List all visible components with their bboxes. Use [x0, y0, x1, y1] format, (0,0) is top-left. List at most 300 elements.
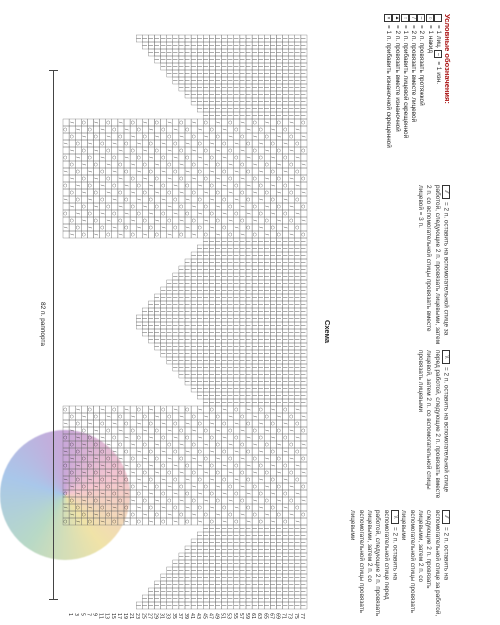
stitch-symbol: / — [233, 478, 238, 481]
stitch-symbol: ○ — [129, 120, 135, 125]
stitch-symbol: | — [275, 65, 281, 68]
stitch-symbol: ○ — [62, 183, 68, 188]
stitch-symbol: | — [196, 58, 202, 61]
stitch-symbol: | — [275, 338, 281, 341]
stitch-symbol: | — [153, 303, 159, 306]
stitch-symbol: ○ — [129, 484, 135, 489]
stitch-symbol: | — [208, 387, 214, 390]
stitch-symbol: ○ — [281, 407, 287, 412]
stitch-symbol: / — [220, 128, 226, 131]
stitch-symbol: ○ — [68, 498, 74, 503]
stitch-symbol: | — [300, 282, 306, 285]
stitch-symbol: / — [275, 471, 281, 474]
stitch-symbol: ○ — [214, 414, 220, 419]
stitch-symbol: | — [239, 58, 245, 61]
stitch-symbol: | — [275, 359, 281, 362]
stitch-symbol: | — [257, 107, 263, 110]
stitch-symbol: | — [141, 324, 147, 327]
stitch-symbol: | — [190, 324, 196, 327]
stitch-symbol: | — [251, 576, 257, 579]
stitch-symbol: ○ — [68, 414, 74, 419]
stitch-symbol: | — [245, 86, 251, 89]
stitch-symbol: | — [257, 338, 263, 341]
stitch-symbol: | — [214, 380, 220, 383]
stitch-symbol: | — [257, 359, 263, 362]
stitch-symbol: | — [300, 590, 306, 593]
stitch-symbol: | — [196, 310, 202, 313]
stitch-symbol: | — [226, 79, 232, 82]
stitch-symbol: | — [226, 387, 232, 390]
stitch-symbol: | — [257, 590, 263, 593]
slash-icon: / — [409, 14, 417, 22]
stitch-symbol: | — [263, 275, 269, 278]
stitch-symbol: ○ — [214, 498, 220, 503]
stitch-symbol: / — [98, 436, 104, 439]
stitch-symbol: ○ — [245, 141, 251, 146]
stitch-symbol: | — [263, 359, 269, 362]
stitch-symbol: / — [300, 471, 306, 474]
stitch-symbol: | — [220, 58, 226, 61]
stitch-symbol: | — [251, 296, 257, 299]
row-number: 29 — [152, 613, 158, 620]
stitch-symbol: | — [220, 534, 226, 537]
stitch-symbol: | — [233, 597, 238, 600]
stitch-symbol: | — [294, 590, 299, 593]
stitch-symbol: | — [202, 604, 208, 607]
stitch-symbol: | — [251, 604, 257, 607]
stitch-symbol: ○ — [68, 190, 74, 195]
stitch-symbol: / — [68, 485, 74, 488]
stitch-symbol: | — [251, 359, 257, 362]
stitch-symbol: | — [269, 107, 275, 110]
stitch-symbol: ○ — [129, 232, 135, 237]
stitch-symbol: | — [196, 373, 202, 376]
stitch-symbol: | — [294, 247, 299, 250]
stitch-symbol: / — [153, 443, 159, 446]
stitch-symbol: / — [86, 506, 92, 509]
stitch-symbol: | — [165, 44, 171, 47]
stitch-symbol: | — [208, 534, 214, 537]
stitch-symbol: ○ — [275, 456, 281, 461]
stitch-symbol: | — [281, 44, 287, 47]
stitch-symbol: | — [233, 261, 238, 264]
stitch-symbol: | — [245, 51, 251, 54]
stitch-symbol: / — [281, 198, 287, 201]
stitch-symbol: ○ — [245, 169, 251, 174]
stitch-symbol: | — [300, 51, 306, 54]
stitch-symbol: | — [208, 380, 214, 383]
stitch-symbol: | — [239, 555, 245, 558]
stitch-symbol: | — [202, 527, 208, 530]
stitch-symbol: | — [172, 352, 177, 355]
stitch-symbol: | — [190, 289, 196, 292]
stitch-symbol: ○ — [135, 127, 141, 132]
stitch-symbol: ○ — [202, 204, 208, 209]
stitch-symbol: | — [214, 310, 220, 313]
stitch-symbol: | — [220, 324, 226, 327]
stitch-symbol: | — [245, 373, 251, 376]
stitch-symbol: ○ — [74, 225, 80, 230]
stitch-symbol: | — [233, 114, 238, 117]
stitch-symbol: | — [202, 576, 208, 579]
stitch-symbol: ○ — [257, 155, 263, 160]
stitch-symbol: | — [275, 541, 281, 544]
stitch-symbol: / — [190, 205, 196, 208]
stitch-symbol: | — [196, 282, 202, 285]
stitch-symbol: / — [251, 191, 257, 194]
stitch-symbol: | — [251, 345, 257, 348]
stitch-symbol: | — [300, 324, 306, 327]
stitch-symbol: | — [263, 394, 269, 397]
stitch-symbol: | — [251, 562, 257, 565]
stitch-symbol: | — [294, 254, 299, 257]
stitch-symbol: | — [287, 534, 293, 537]
stitch-symbol: / — [129, 163, 135, 166]
stitch-symbol: | — [257, 44, 263, 47]
stitch-symbol: ○ — [184, 211, 190, 216]
stitch-symbol: | — [300, 44, 306, 47]
stitch-symbol: ○ — [220, 477, 226, 482]
stitch-symbol: | — [184, 296, 190, 299]
stitch-symbol: | — [135, 604, 141, 607]
stitch-symbol: | — [239, 261, 245, 264]
stitch-symbol: | — [269, 338, 275, 341]
stitch-symbol: | — [172, 296, 177, 299]
legend-item: / = 2 п. провязать вместе лицевой — [409, 14, 417, 184]
stitch-symbol: | — [165, 590, 171, 593]
stitch-symbol: | — [202, 44, 208, 47]
stitch-symbol: | — [263, 604, 269, 607]
stitch-symbol: / — [117, 457, 123, 460]
stitch-symbol: | — [226, 86, 232, 89]
stitch-symbol: ○ — [172, 421, 177, 426]
stitch-symbol: | — [208, 254, 214, 257]
stitch-symbol: | — [300, 527, 306, 530]
stitch-symbol: | — [281, 583, 287, 586]
stitch-symbol: ○ — [165, 190, 171, 195]
stitch-symbol: / — [245, 436, 251, 439]
stitch-symbol: | — [214, 44, 220, 47]
stitch-symbol: ○ — [147, 449, 153, 454]
stitch-symbol: | — [257, 93, 263, 96]
stitch-symbol: | — [159, 310, 165, 313]
stitch-symbol: / — [208, 478, 214, 481]
stitch-symbol: / — [172, 212, 177, 215]
stitch-symbol: | — [300, 240, 306, 243]
stitch-symbol: | — [190, 373, 196, 376]
stitch-symbol: | — [269, 261, 275, 264]
stitch-symbol: / — [196, 492, 202, 495]
stitch-symbol: / — [239, 233, 245, 236]
stitch-symbol: | — [184, 576, 190, 579]
stitch-symbol: | — [214, 324, 220, 327]
row-number: 43 — [195, 613, 201, 620]
stitch-symbol: ○ — [117, 442, 123, 447]
stitch-symbol: | — [184, 345, 190, 348]
stitch-symbol: | — [202, 394, 208, 397]
stitch-symbol: | — [172, 576, 177, 579]
stitch-symbol: / — [281, 226, 287, 229]
stitch-symbol: | — [220, 51, 226, 54]
stitch-symbol: | — [281, 576, 287, 579]
stitch-symbol: / — [74, 492, 80, 495]
stitch-symbol: ○ — [281, 463, 287, 468]
stitch-symbol: | — [281, 247, 287, 250]
stitch-symbol: | — [257, 275, 263, 278]
stitch-symbol: | — [226, 345, 232, 348]
stitch-symbol: | — [202, 114, 208, 117]
stitch-symbol: / — [202, 415, 208, 418]
stitch-symbol: | — [239, 303, 245, 306]
stitch-symbol: | — [220, 576, 226, 579]
stitch-symbol: / — [190, 233, 196, 236]
stitch-symbol: | — [245, 604, 251, 607]
stitch-symbol: / — [269, 156, 275, 159]
stitch-symbol: | — [239, 296, 245, 299]
stitch-symbol: / — [275, 163, 281, 166]
stitch-symbol: ○ — [190, 218, 196, 223]
stitch-symbol: | — [245, 534, 251, 537]
stitch-symbol: | — [226, 366, 232, 369]
stitch-symbol: | — [196, 275, 202, 278]
stitch-symbol: | — [300, 100, 306, 103]
stitch-symbol: / — [98, 408, 104, 411]
stitch-symbol: | — [208, 583, 214, 586]
stitch-symbol: | — [190, 51, 196, 54]
stitch-symbol: | — [184, 359, 190, 362]
stitch-symbol: / — [202, 135, 208, 138]
stitch-symbol: / — [165, 121, 171, 124]
stitch-symbol: | — [226, 268, 232, 271]
stitch-symbol: / — [294, 520, 299, 523]
stitch-symbol: | — [245, 576, 251, 579]
stitch-symbol: | — [245, 345, 251, 348]
stitch-symbol: | — [202, 65, 208, 68]
stitch-symbol: | — [184, 303, 190, 306]
stitch-symbol: | — [178, 555, 184, 558]
stitch-symbol: | — [184, 583, 190, 586]
stitch-symbol: | — [196, 247, 202, 250]
stitch-symbol: | — [202, 373, 208, 376]
stitch-symbol: | — [281, 58, 287, 61]
stitch-symbol: | — [165, 51, 171, 54]
stitch-symbol: ○ — [184, 491, 190, 496]
stitch-symbol: / — [68, 121, 74, 124]
stitch-symbol: ○ — [98, 449, 104, 454]
stitch-symbol: | — [245, 597, 251, 600]
stitch-symbol: | — [233, 324, 238, 327]
stitch-symbol: | — [196, 86, 202, 89]
stitch-symbol: | — [153, 324, 159, 327]
stitch-symbol: / — [117, 121, 123, 124]
stitch-symbol: | — [281, 366, 287, 369]
stitch-symbol: | — [300, 93, 306, 96]
stitch-symbol: | — [239, 65, 245, 68]
stitch-symbol: ○ — [74, 505, 80, 510]
stitch-symbol: | — [239, 597, 245, 600]
stitch-symbol: / — [80, 443, 86, 446]
stitch-symbol: | — [208, 366, 214, 369]
stitch-cell — [301, 154, 307, 161]
stitch-symbol: | — [214, 569, 220, 572]
stitch-symbol: | — [233, 310, 238, 313]
stitch-symbol: | — [294, 51, 299, 54]
row-number: 23 — [134, 613, 140, 620]
stitch-symbol: | — [239, 86, 245, 89]
stitch-symbol: | — [190, 44, 196, 47]
stitch-symbol: ○ — [62, 519, 68, 524]
stitch-symbol: | — [208, 527, 214, 530]
stitch-symbol: | — [251, 583, 257, 586]
stitch-symbol: | — [287, 44, 293, 47]
stitch-symbol: | — [233, 86, 238, 89]
stitch-symbol: | — [275, 268, 281, 271]
stitch-symbol: | — [165, 352, 171, 355]
stitch-symbol: | — [196, 352, 202, 355]
stitch-symbol: | — [184, 93, 190, 96]
stitch-symbol: ○ — [153, 204, 159, 209]
stitch-symbol: ○ — [245, 421, 251, 426]
stitch-symbol: | — [281, 555, 287, 558]
stitch-symbol: | — [165, 310, 171, 313]
stitch-symbol: | — [269, 597, 275, 600]
stitch-symbol: / — [239, 513, 245, 516]
stitch-symbol: | — [269, 394, 275, 397]
stitch-symbol: | — [245, 58, 251, 61]
stitch-symbol: ○ — [111, 155, 116, 160]
stitch-symbol: ○ — [68, 162, 74, 167]
stitch-symbol: ○ — [123, 449, 129, 454]
stitch-symbol: ○ — [123, 141, 129, 146]
stitch-symbol: | — [184, 338, 190, 341]
stitch-symbol: | — [184, 569, 190, 572]
stitch-symbol: / — [74, 408, 80, 411]
stitch-symbol: ○ — [123, 421, 129, 426]
stitch-symbol: ○ — [269, 225, 275, 230]
stitch-symbol: / — [104, 163, 110, 166]
stitch-symbol: | — [233, 44, 238, 47]
stitch-symbol: | — [196, 303, 202, 306]
stitch-symbol: | — [257, 604, 263, 607]
stitch-symbol: / — [251, 443, 257, 446]
stitch-symbol: | — [202, 359, 208, 362]
stitch-symbol: ○ — [117, 218, 123, 223]
stitch-symbol: | — [190, 597, 196, 600]
stitch-symbol: ○ — [208, 211, 214, 216]
stitch-symbol: | — [208, 268, 214, 271]
cross-icon: × — [384, 14, 392, 22]
stitch-symbol: ○ — [172, 197, 177, 202]
stitch-symbol: | — [263, 310, 269, 313]
stitch-symbol: | — [202, 324, 208, 327]
stitch-symbol: ○ — [92, 162, 98, 167]
stitch-symbol: ○ — [80, 148, 86, 153]
stitch-symbol: | — [165, 583, 171, 586]
stitch-symbol: ○ — [287, 190, 293, 195]
stitch-symbol: / — [141, 205, 147, 208]
stitch-symbol: | — [184, 548, 190, 551]
stitch-symbol: | — [269, 548, 275, 551]
stitch-symbol: | — [251, 247, 257, 250]
stitch-symbol: | — [281, 373, 287, 376]
stitch-symbol: / — [214, 429, 220, 432]
stitch-symbol: | — [300, 296, 306, 299]
stitch-symbol: ○ — [196, 421, 202, 426]
stitch-symbol: | — [281, 289, 287, 292]
stitch-symbol: | — [196, 534, 202, 537]
stitch-symbol: ○ — [123, 225, 129, 230]
stitch-symbol: | — [294, 541, 299, 544]
stitch-symbol: | — [233, 352, 238, 355]
row-number: 1 — [67, 613, 73, 617]
stitch-symbol: / — [129, 443, 135, 446]
stitch-symbol: | — [184, 352, 190, 355]
stitch-symbol: | — [214, 261, 220, 264]
stitch-symbol: ○ — [281, 435, 287, 440]
stitch-symbol: ○ — [117, 470, 123, 475]
stitch-symbol: ○ — [86, 155, 92, 160]
stitch-symbol: ○ — [153, 428, 159, 433]
stitch-symbol: | — [300, 114, 306, 117]
stitch-symbol: | — [135, 37, 141, 40]
legend-title: Условные обозначения: — [443, 14, 452, 104]
stitch-symbol: | — [202, 303, 208, 306]
row-number: 41 — [189, 613, 195, 620]
stitch-symbol: | — [233, 72, 238, 75]
stitch-symbol: | — [269, 268, 275, 271]
stitch-symbol: ○ — [178, 232, 184, 237]
stitch-symbol: | — [281, 534, 287, 537]
stitch-symbol: ○ — [202, 120, 208, 125]
stitch-symbol: | — [294, 583, 299, 586]
stitch-symbol: ○ — [263, 162, 269, 167]
stitch-symbol: | — [196, 597, 202, 600]
stitch-symbol: / — [111, 422, 116, 425]
stitch-symbol: | — [178, 65, 184, 68]
stitch-symbol: | — [263, 324, 269, 327]
stitch-symbol: | — [269, 303, 275, 306]
stitch-symbol: | — [214, 562, 220, 565]
stitch-symbol: / — [165, 429, 171, 432]
stitch-symbol: | — [263, 254, 269, 257]
stitch-symbol: | — [263, 100, 269, 103]
stitch-symbol: ○ — [68, 442, 74, 447]
stitch-symbol: ○ — [226, 456, 232, 461]
stitch-symbol: | — [233, 338, 238, 341]
stitch-cell — [301, 490, 307, 497]
row-number: 3 — [73, 613, 79, 617]
stitch-symbol: | — [294, 387, 299, 390]
stitch-symbol: / — [294, 156, 299, 159]
stitch-symbol: | — [294, 289, 299, 292]
stitch-symbol: | — [233, 373, 238, 376]
legend-item: ○ = 1 накид — [425, 14, 433, 184]
stitch-symbol: | — [257, 569, 263, 572]
stitch-symbol: | — [190, 86, 196, 89]
stitch-symbol: | — [239, 359, 245, 362]
stitch-symbol: / — [147, 464, 153, 467]
stitch-symbol: | — [159, 65, 165, 68]
stitch-symbol: / — [281, 506, 287, 509]
stitch-symbol: | — [275, 548, 281, 551]
stitch-symbol: / — [263, 457, 269, 460]
stitch-symbol: | — [226, 275, 232, 278]
stitch-symbol: ○ — [172, 505, 177, 510]
stitch-symbol: | — [184, 58, 190, 61]
stitch-symbol: | — [214, 387, 220, 390]
stitch-symbol: | — [281, 394, 287, 397]
stitch-symbol: | — [233, 65, 238, 68]
